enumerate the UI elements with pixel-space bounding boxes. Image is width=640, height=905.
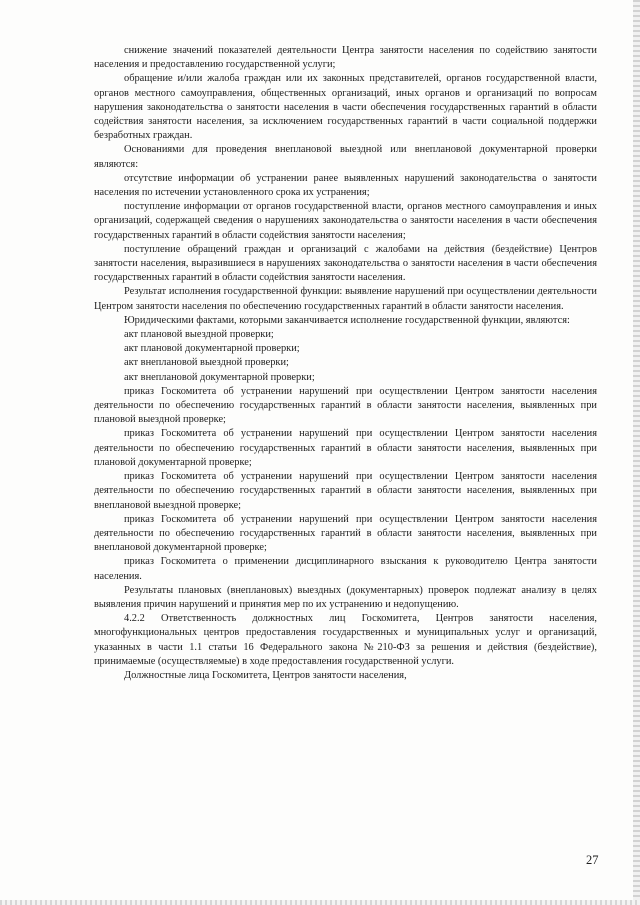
list-item: акт внеплановой документарной проверки; — [124, 371, 315, 383]
scan-edge-right — [633, 0, 640, 905]
paragraph: отсутствие информации об устранении ранее выявленных нарушений законодательства о занятости населения по истечении установленного срока их устранения; — [94, 172, 597, 199]
list-item: приказ Госкомитета об устранении нарушений при осуществлении Центром занятости населения деятельности по обеспечению государственных гарантий в области занятости населения, выявленных при внеплановой документарной проверке; — [94, 513, 597, 554]
paragraph: снижение значений показателей деятельности Центра занятости населения по содействию занятости населения и предоставлению государственной услуги; — [94, 45, 597, 71]
document-body — [94, 44, 597, 683]
page-number: 27 — [586, 853, 599, 867]
paragraph: Основаниями для проведения внеплановой выездной или внеплановой документарной проверки являются: — [94, 144, 597, 170]
paragraph: поступление обращений граждан и организаций с жалобами на действия (бездействие) Центров занятости населения, выразившиеся в нарушениях законодательства о занятости населения в части обеспечения государственных гарантий в области содействия занятости населения. — [94, 243, 597, 284]
paragraph: Результаты плановых (внеплановых) выездных (документарных) проверок подлежат анализу в целях выявления причин нарушений и принятия мер по их устранению и недопущению. — [94, 584, 597, 610]
list-item: приказ Госкомитета об устранении нарушений при осуществлении Центром занятости населения деятельности по обеспечению государственных гарантий в области занятости населения, выявленных при плановой документарной проверке; — [94, 428, 597, 468]
scan-edge-bottom — [0, 900, 640, 905]
paragraph: Юридическими фактами, которыми заканчивается исполнение государственной функции, являются: — [124, 314, 570, 326]
list-item: приказ Госкомитета о применении дисциплинарного взыскания к руководителю Центра занятости населения. — [94, 556, 597, 582]
list-item: приказ Госкомитета об устранении нарушений при осуществлении Центром занятости населения деятельности по обеспечению государственных гарантий в области занятости населения, выявленных при плановой выездной проверке; — [94, 385, 597, 426]
paragraph: Должностные лица Госкомитета, Центров занятости населения, — [124, 669, 407, 681]
list-item: акт плановой выездной проверки; — [124, 329, 274, 341]
paragraph: Результат исполнения государственной функции: выявление нарушений при осуществлении деятельности Центром занятости населения по обеспечению государственных гарантий в области занятости населения. — [94, 286, 597, 312]
paragraph: обращение и/или жалоба граждан или их законных представителей, органов государственной власти, органов местного самоуправления, общественных организаций, иных органов и организаций по вопросам нарушения законодательства о занятости населения в части обеспечения государственных гарантий в области содействия занятости населения, за исключением государственных гарантий в части социальной поддержки безработных граждан. — [94, 73, 597, 142]
list-item: приказ Госкомитета об устранении нарушений при осуществлении Центром занятости населения деятельности по обеспечению государственных гарантий в области занятости населения, выявленных при внеплановой выездной проверке; — [94, 471, 597, 511]
list-item: акт плановой документарной проверки; — [124, 343, 300, 355]
list-item: акт внеплановой выездной проверки; — [124, 357, 289, 369]
paragraph: поступление информации от органов государственной власти, органов местного самоуправления и иных организаций, содержащей сведения о нарушениях законодательства о занятости населения в части обеспечения государственных гарантий в области содействия занятости населения; — [94, 201, 597, 241]
section-paragraph: 4.2.2 Ответственность должностных лиц Госкомитета, Центров занятости населения, многофункциональных центров предоставления государственных и муниципальных услуг и организаций, указанных в части 1.1 статьи 16 Федерального закона №210-ФЗ за решения и действия (бездействие), принимаемые (осуществляемые) в ходе предоставления государственной услуги. — [94, 613, 597, 667]
